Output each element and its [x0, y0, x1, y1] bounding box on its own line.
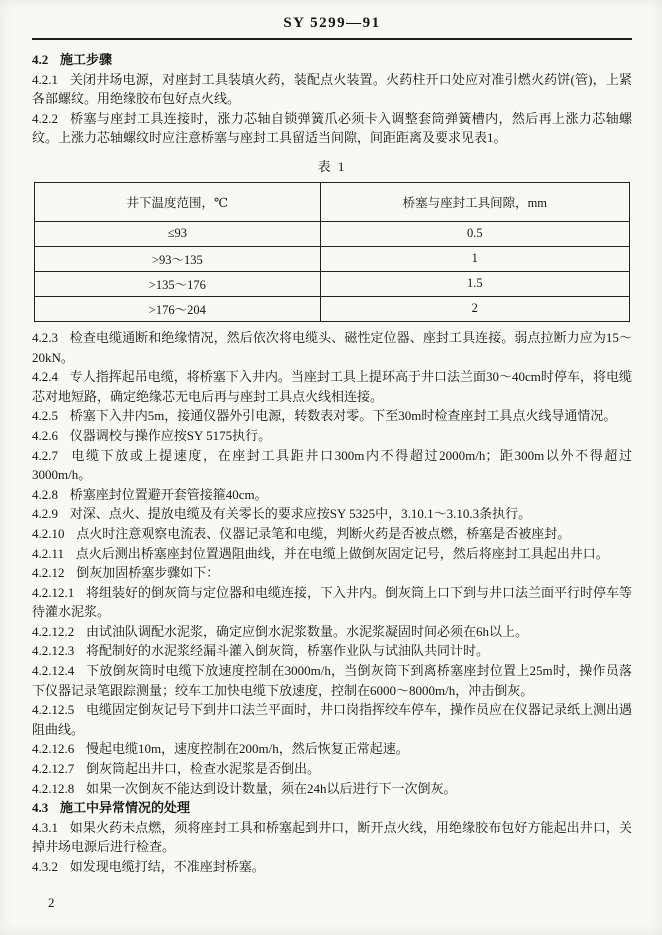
clause-text: 桥塞与座封工具连接时，涨力芯轴自锁弹簧爪必须卡入调整套筒弹簧槽内，然后再上涨力芯轴螺纹。上涨力芯轴螺纹时应注意桥塞与座封工具留适当间隙，间距距离及要求见表1。	[32, 110, 632, 146]
table-cell: >93～135	[35, 246, 321, 271]
clause-number: 4.2.5	[32, 408, 58, 424]
clause-paragraph	[32, 367, 632, 406]
clause-paragraph	[32, 739, 632, 759]
clause-paragraph	[32, 661, 632, 700]
clause-number: 4.2.11	[32, 545, 65, 561]
clause-number: 4.2.2	[32, 110, 58, 126]
table-row	[35, 271, 630, 296]
clause-number: 4.2.1	[32, 71, 58, 87]
clause-paragraph	[32, 641, 632, 661]
clause-paragraph	[32, 544, 632, 564]
table-header-cell: 井下温度范围，℃	[35, 182, 321, 221]
clause-number: 4.2.3	[32, 329, 58, 345]
clause-number: 4.2.7	[32, 447, 58, 463]
clause-number: 4.2.9	[32, 506, 58, 522]
clause-text: 将组装好的倒灰筒与定位器和电缆连接，下入井内。倒灰筒上口下到与井口法兰面平行时停车等待灌水泥浆。	[32, 584, 632, 620]
table-cell: 2	[320, 296, 629, 321]
clause-number: 4.2.12.8	[32, 780, 75, 796]
clause-text: 仪器调校与操作应按SY 5175执行。	[69, 427, 272, 443]
clause-paragraph	[32, 583, 632, 622]
clause-number: 4.2.12.4	[32, 663, 75, 679]
clause-text: 下放倒灰筒时电缆下放速度控制在3000m/h，当倒灰筒下到离桥塞座封位置上25m时，操作员落下仪器记录笔跟踪测量；绞车工加快电缆下放速度，控制在6000～8000m/h，冲击倒灰。	[32, 663, 632, 698]
table-header-row	[35, 182, 630, 221]
clause-paragraph	[32, 70, 632, 109]
clause-text: 点火时注意观察电流表、仪器记录笔和电缆，判断火药是否被点燃，桥塞是否被座封。	[76, 525, 571, 541]
clause-number: 4.2	[32, 52, 49, 67]
clause-number: 4.2.10	[32, 525, 65, 541]
doc-number: SY 5299—91	[283, 15, 381, 31]
clause-paragraph	[32, 818, 632, 857]
clause-text: 倒灰筒起出井口，检查水泥浆是否倒出。	[85, 761, 320, 777]
section-heading-4-3	[32, 798, 632, 818]
clause-text: 电缆固定倒灰记号下到井口法兰平面时，井口岗指挥绞车停车，操作员应在仪器记录纸上测出遇阻曲线。	[32, 702, 632, 737]
table-row	[35, 221, 630, 246]
clause-paragraph	[32, 446, 632, 485]
table-header-cell: 桥塞与座封工具间隙，mm	[320, 182, 629, 221]
clause-paragraph	[32, 759, 632, 779]
clause-text: 电缆下放或上提速度，在座封工具距井口300m内不得超过2000m/h；距300m以外不得超过3000m/h。	[32, 447, 632, 483]
clause-text: 施工中异常情况的处理	[59, 800, 190, 816]
clause-paragraph	[32, 622, 632, 642]
clause-text: 施工步骤	[59, 52, 112, 67]
clause-paragraph	[32, 406, 632, 426]
clause-paragraph	[32, 779, 632, 799]
table-cell: 1.5	[320, 271, 629, 296]
clause-text: 如发现电缆打结，不准座封桥塞。	[69, 859, 265, 874]
table-row	[35, 296, 630, 321]
section-heading-4-2	[32, 50, 632, 70]
clause-number: 4.3	[32, 800, 49, 816]
clause-paragraph	[32, 700, 632, 739]
clause-number: 4.2.12.6	[32, 741, 75, 757]
clause-text: 由试油队调配水泥浆，确定应倒水泥浆数量。水泥浆凝固时间必须在6h以上。	[85, 623, 528, 639]
clause-number: 4.2.12.5	[32, 702, 75, 718]
header-rule	[32, 38, 632, 40]
clause-text: 将配制好的水泥浆经漏斗灌入倒灰筒，桥塞作业队与试油队共同计时。	[85, 643, 489, 659]
clause-number: 4.2.12.3	[32, 643, 75, 659]
clause-paragraph	[32, 328, 632, 367]
clause-text: 对深、点火、提放电缆及有关零长的要求应按SY 5325中，3.10.1～3.10.3条执行。	[69, 506, 532, 522]
clause-paragraph	[32, 426, 632, 446]
clause-number: 4.3.2	[32, 859, 58, 874]
clause-text: 桥塞下入井内5m，接通仪器外引电源，转数表对零。下至30m时检查座封工具点火线导通情况。	[69, 408, 617, 424]
table-cell: ≤93	[35, 221, 321, 246]
clause-number: 4.2.6	[32, 427, 58, 443]
table-row	[35, 246, 630, 271]
clause-text: 如果一次倒灰不能达到设计数量，须在24h以后进行下一次倒灰。	[85, 780, 457, 796]
clause-text: 关闭井场电源，对座封工具装填火药，装配点火装置。火药柱开口处应对准引燃火药饼(管)，上紧各部螺纹。用绝缘胶布包好点火线。	[32, 71, 632, 107]
table-1	[34, 182, 630, 322]
table-caption: 表 1	[317, 158, 347, 174]
clause-text: 倒灰加固桥塞步骤如下：	[76, 565, 220, 581]
clause-number: 4.2.12.7	[32, 761, 75, 777]
clause-number: 4.2.12.1	[32, 584, 75, 600]
page-number: 2	[48, 895, 55, 910]
clause-text: 专人指挥起吊电缆，将桥塞下入井内。当座封工具上提环高于井口法兰面30～40cm时停车，将电缆芯对地短路，确定绝缘芯无电后再与座封工具点火线相连接。	[32, 369, 632, 404]
clause-number: 4.2.12.2	[32, 623, 75, 639]
clause-text: 点火后测出桥塞座封位置遇阻曲线，并在电缆上做倒灰固定记号，然后将座封工具起出井口。	[75, 545, 609, 561]
clause-paragraph	[32, 485, 632, 505]
table-cell: 0.5	[320, 221, 629, 246]
clause-text: 检查电缆通断和绝缘情况，然后依次将电缆头、磁性定位器、座封工具连接。弱点拉断力应为15～20kN。	[32, 329, 632, 365]
clause-paragraph	[32, 524, 632, 544]
clause-text: 桥塞座封位置避开套管接箍40cm。	[69, 486, 268, 502]
clause-number: 4.2.4	[32, 369, 58, 385]
clause-number: 4.2.8	[32, 486, 58, 502]
table-cell: >135～176	[35, 271, 321, 296]
clause-number: 4.3.1	[32, 819, 58, 835]
clause-text: 如果火药未点燃，须将座封工具和桥塞起到井口，断开点火线，用绝缘胶布包好方能起出井口，关掉井场电源后进行检查。	[32, 819, 632, 855]
table-1-block	[34, 156, 630, 322]
table-cell: >176～204	[35, 296, 321, 321]
clause-paragraph	[32, 563, 632, 583]
clause-paragraph	[32, 857, 632, 877]
clause-text: 慢起电缆10m，速度控制在200m/h，然后恢复正常起速。	[85, 741, 409, 757]
table-cell: 1	[320, 246, 629, 271]
clause-number: 4.2.12	[32, 565, 65, 581]
clause-paragraph	[32, 504, 632, 524]
clause-paragraph	[32, 109, 632, 148]
